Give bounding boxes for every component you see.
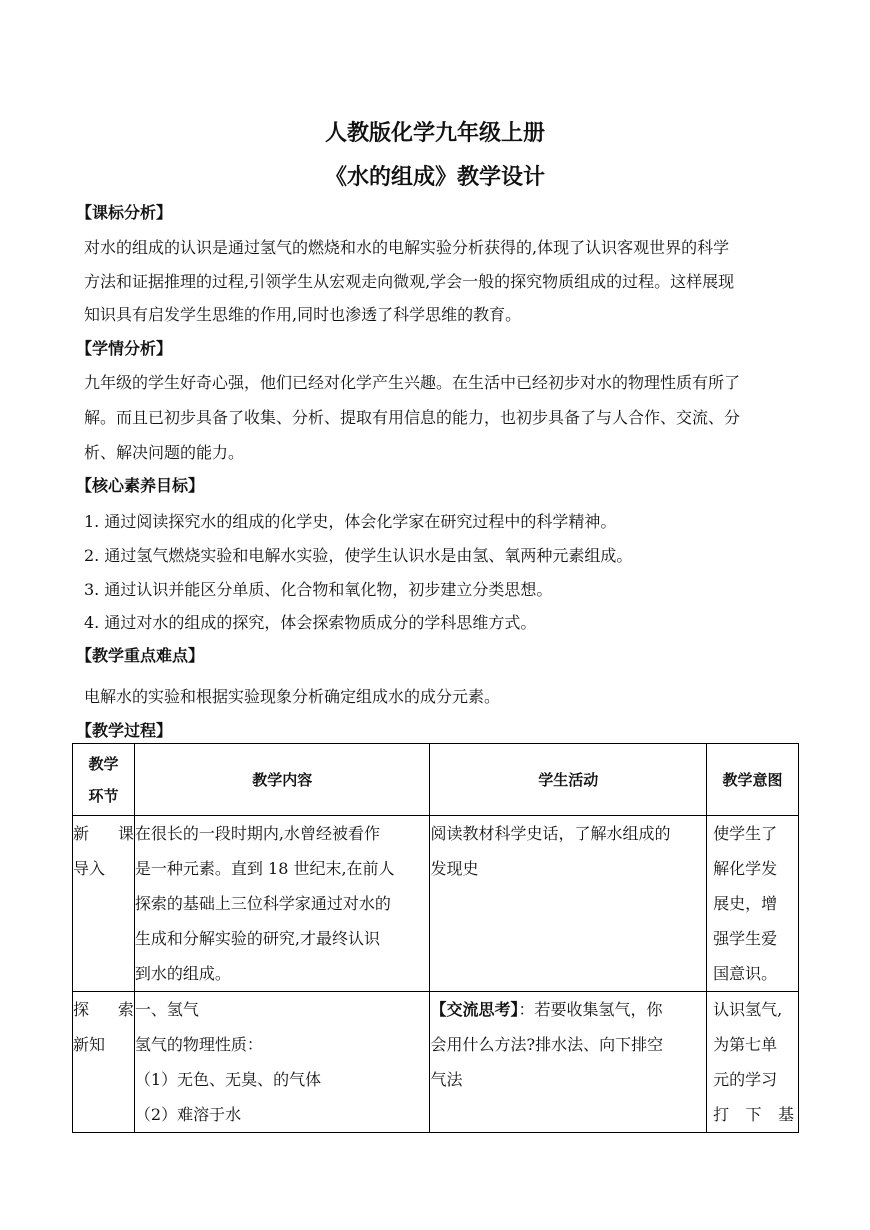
activity-line: 阅读教材科学史话，了解水组成的 [430,824,671,843]
activity-line: 发现史 [430,859,479,878]
keypoints-text: 电解水的实验和根据实验现象分析确定组成水的成分元素。 [84,687,501,706]
content-cell [134,992,430,1133]
header-content: 教学内容 [134,744,430,816]
goal-item: 4. 通过对水的组成的探究，体会探索物质成分的学科思维方式。 [84,613,537,632]
curriculum-text-line: 方法和证据推理的过程,引领学生从宏观走向微观,学会一般的探究物质组成的过程。这样展现 [84,272,735,291]
intent-line: 强学生爱 [713,929,778,948]
goal-item: 3. 通过认识并能区分单质、化合物和氧化物，初步建立分类思想。 [84,580,553,599]
students-heading: 【学情分析】 [76,339,173,358]
goal-item: 2. 通过氢气燃烧实验和电解水实验，使学生认识水是由氢、氧两种元素组成。 [84,546,633,565]
content-line: 在很长的一段时期内,水曾经被看作 [134,824,381,843]
activity-line [430,992,706,1027]
intent-line: 使学生了 [713,824,778,843]
process-heading: 【教学过程】 [76,721,173,740]
curriculum-text-line: 对水的组成的认识是通过氢气的燃烧和水的电解实验分析获得的,体现了认识客观世界的科学 [84,238,730,257]
intent-cell [707,992,799,1133]
table-header-row [73,744,799,816]
students-text-line: 解。而且已初步具备了收集、分析、提取有用信息的能力，也初步具备了与人合作、交流、分 [84,408,741,427]
stage-line: 导入 [73,859,106,878]
keypoints-heading: 【教学重点难点】 [76,646,205,665]
content-line: 生成和分解实验的研究,才最终认识 [134,929,381,948]
content-line: 到水的组成。 [134,964,231,983]
stage-line: 新 课 [73,824,134,843]
activity-cell [430,816,707,992]
header-stage [73,744,135,816]
content-line: （2）难溶于水 [134,1105,242,1124]
activity-cell [430,992,707,1133]
activity-label: 【交流思考】 [430,1000,519,1019]
intent-line: 展史，增 [713,894,778,913]
content-line: 氢气的物理性质： [134,1035,263,1054]
content-line: 探索的基础上三位科学家通过对水的 [134,894,391,913]
table-row [73,992,799,1133]
stage-cell [73,992,135,1133]
content-line: 一、氢气 [134,1000,199,1019]
content-line: （1）无色、无臭、的气体 [134,1070,322,1089]
header-stage-line: 教学 [88,754,119,773]
goals-heading: 【核心素养目标】 [76,476,205,495]
header-intent: 教学意图 [707,744,799,816]
header-stage-line: 环节 [88,786,119,805]
header-activity: 学生活动 [430,744,707,816]
students-text-line: 九年级的学生好奇心强，他们已经对化学产生兴趣。在生活中已经初步对水的物理性质有所了 [84,373,741,392]
curriculum-heading: 【课标分析】 [76,203,173,222]
intent-line: 打 下 基 [713,1105,794,1124]
document-title-line2: 《水的组成》教学设计 [324,165,545,190]
activity-line: 气法 [430,1070,463,1089]
teaching-process-table [72,743,799,1133]
goal-item: 1. 通过阅读探究水的组成的化学史，体会化学家在研究过程中的科学精神。 [84,512,617,531]
table-row [73,816,799,992]
stage-cell [73,816,135,992]
curriculum-text-line: 知识具有启发学生思维的作用,同时也渗透了科学思维的教育。 [84,305,522,324]
content-cell [134,816,430,992]
intent-cell [707,816,799,992]
intent-line: 认识氢气, [713,1000,783,1019]
activity-text: ：若要收集氢气，你 [518,1000,663,1019]
intent-line: 解化学发 [713,859,778,878]
stage-line: 探 索 [73,1000,134,1019]
intent-line: 国意识。 [713,964,778,983]
document-title-line1: 人教版化学九年级上册 [324,121,545,146]
intent-line: 为第七单 [713,1035,778,1054]
stage-line: 新知 [73,1035,106,1054]
students-text-line: 析、解决问题的能力。 [84,443,245,462]
intent-line: 元的学习 [713,1070,778,1089]
activity-line: 会用什么方法?排水法、向下排空 [430,1035,664,1054]
content-line: 是一种元素。直到 18 世纪末,在前人 [134,859,395,878]
